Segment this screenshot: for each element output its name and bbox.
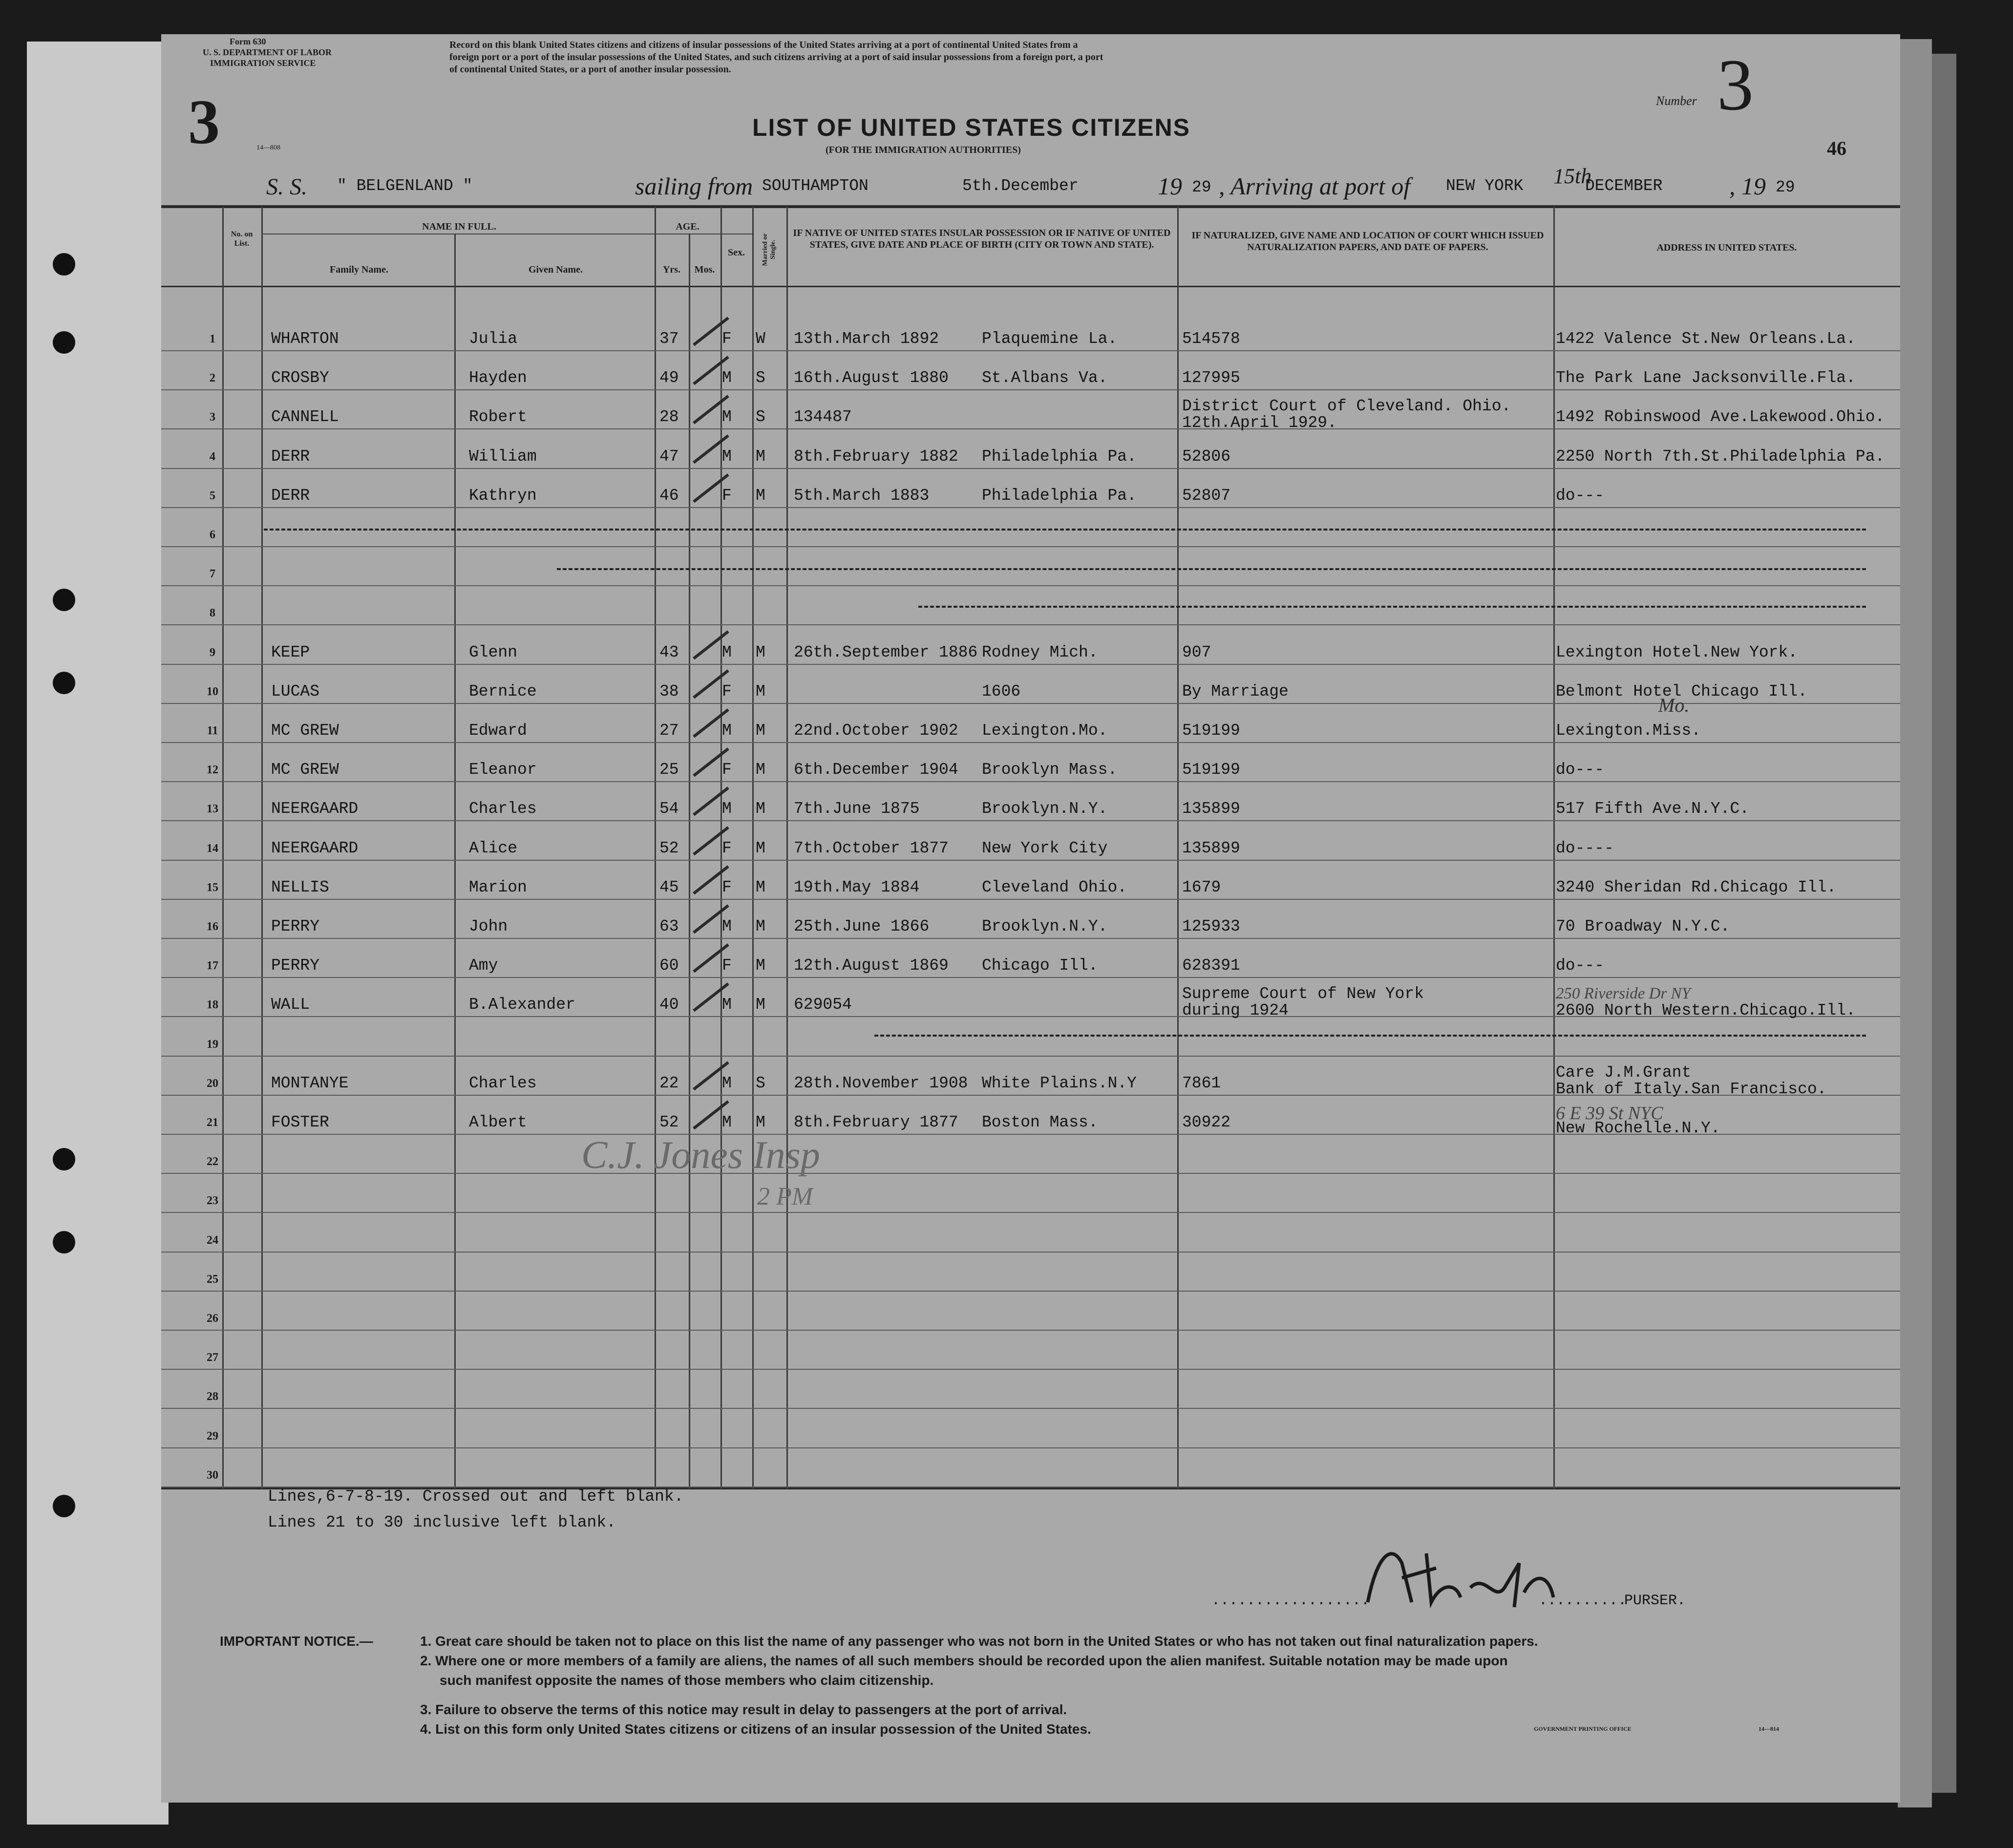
row-number: 6	[210, 529, 215, 541]
number-label: Number	[1656, 94, 1697, 108]
birth-place: Philadelphia Pa.	[982, 447, 1137, 466]
row-number: 27	[207, 1351, 218, 1364]
naturalization: 30922	[1182, 1113, 1231, 1131]
age-years: 28	[659, 408, 679, 426]
birth-date: 8th.February 1877	[794, 1113, 958, 1131]
row-number: 20	[207, 1077, 218, 1090]
birth-date: 12th.August 1869	[794, 956, 949, 975]
marital-status: M	[756, 956, 765, 975]
binder-hole	[53, 253, 75, 276]
naturalization: 907	[1182, 643, 1211, 661]
family-name: MC GREW	[271, 761, 339, 779]
row-number: 24	[207, 1233, 218, 1247]
naturalization: 514578	[1182, 330, 1240, 348]
family-name: MONTANYE	[271, 1074, 349, 1092]
marital-status: M	[756, 839, 765, 857]
given-name: Eleanor	[469, 761, 537, 779]
family-name: KEEP	[271, 643, 310, 661]
row-number: 10	[207, 685, 218, 698]
sail-date: 5th.December	[962, 177, 1079, 195]
col-header-mos: Mos.	[694, 264, 715, 275]
sheet-number: 3	[1717, 44, 1754, 126]
sex: F	[722, 330, 732, 348]
birth-date: 25th.June 1866	[794, 917, 930, 935]
age-years: 25	[659, 761, 679, 779]
address: do---	[1556, 486, 1605, 505]
family-name: PERRY	[271, 956, 320, 975]
naturalization: 519199	[1182, 722, 1240, 740]
address: 1492 Robinswood Ave.Lakewood.Ohio.	[1556, 408, 1885, 426]
birth-date: 629054	[794, 996, 852, 1014]
row-number: 26	[207, 1312, 218, 1325]
page-edge	[1932, 54, 1956, 1793]
row-rule	[161, 1252, 1900, 1253]
birth-date: 16th.August 1880	[794, 369, 949, 387]
sex: M	[722, 996, 732, 1014]
row-rule	[161, 1369, 1900, 1370]
row-rule	[161, 428, 1900, 429]
col-header-given: Given Name.	[528, 264, 583, 275]
page-subtitle: (FOR THE IMMIGRATION AUTHORITIES)	[826, 145, 1021, 155]
marital-status: M	[756, 1113, 765, 1131]
age-years: 27	[659, 722, 679, 740]
age-years: 46	[659, 486, 679, 505]
age-years: 43	[659, 643, 679, 661]
naturalization: 7861	[1182, 1074, 1221, 1092]
col-header-sex: Sex.	[728, 247, 745, 258]
col-divider	[655, 207, 656, 1489]
marital-status: M	[756, 722, 765, 740]
row-rule	[161, 350, 1900, 351]
binder-hole	[53, 1148, 75, 1170]
row-number: 14	[207, 842, 218, 855]
row-rule	[161, 1173, 1900, 1174]
address: 2250 North 7th.St.Philadelphia Pa.	[1556, 447, 1885, 466]
arriving-label: , Arriving at port of	[1219, 172, 1411, 200]
notice-item: 2. Where one or more members of a family are aliens, the names of all such members should be recorded upon the alien manifest. Suitable notation may be made upon	[420, 1653, 1508, 1668]
family-name: DERR	[271, 486, 310, 505]
marital-status: M	[756, 447, 765, 466]
sheet-number-left: 3	[188, 87, 220, 157]
age-years: 40	[659, 996, 679, 1014]
page-edge	[1898, 39, 1932, 1807]
arrival-month: DECEMBER	[1585, 177, 1663, 195]
purser-dots: ..................	[1211, 1593, 1370, 1609]
inspector-signature: C.J. Jones Insp	[581, 1134, 820, 1177]
row-rule	[161, 977, 1900, 978]
row-number: 22	[207, 1155, 218, 1168]
row-rule	[161, 703, 1900, 704]
birth-date: 26th.September 1886	[794, 643, 978, 661]
row-rule	[161, 546, 1900, 547]
marital-status: W	[756, 330, 765, 348]
row-rule	[161, 664, 1900, 665]
binder-hole	[53, 1495, 75, 1517]
row-number: 3	[210, 411, 215, 424]
notice-item: such manifest opposite the names of those members who claim citizenship.	[440, 1673, 934, 1688]
birth-date: 13th.March 1892	[794, 330, 939, 348]
footer-note: Lines 21 to 30 inclusive left blank.	[268, 1513, 616, 1531]
row-number: 7	[210, 568, 215, 581]
notice-item: 3. Failure to observe the terms of this notice may result in delay to passengers at the port of arrival.	[420, 1702, 1067, 1717]
crossout-line	[264, 529, 1866, 531]
address: 517 Fifth Ave.N.Y.C.	[1556, 800, 1750, 818]
naturalization: 1679	[1182, 878, 1221, 896]
marital-status: M	[756, 643, 765, 661]
family-name: CROSBY	[271, 369, 329, 387]
marital-status: S	[756, 408, 765, 426]
address: Lexington.Miss.	[1556, 722, 1701, 740]
row-number: 8	[210, 607, 215, 620]
address: Lexington Hotel.New York.	[1556, 643, 1798, 661]
binder-hole	[53, 672, 75, 694]
form-number: Form 630	[230, 37, 266, 46]
notice-heading: IMPORTANT NOTICE.—	[220, 1634, 373, 1649]
department: U. S. DEPARTMENT OF LABOR	[203, 47, 332, 57]
binder-hole	[53, 589, 75, 611]
birth-place: Brooklyn.N.Y.	[982, 917, 1108, 935]
ship-name: " BELGENLAND "	[337, 177, 473, 195]
naturalization: 628391	[1182, 956, 1240, 975]
marital-status: M	[756, 486, 765, 505]
family-name: WALL	[271, 996, 310, 1014]
col-divider	[222, 207, 224, 1489]
purser-label: PURSER.	[1624, 1593, 1686, 1609]
row-number: 30	[207, 1468, 218, 1482]
given-name: Julia	[469, 330, 518, 348]
row-rule	[161, 624, 1900, 625]
age-years: 60	[659, 956, 679, 975]
age-years: 54	[659, 800, 679, 818]
row-rule	[161, 585, 1900, 586]
row-rule	[161, 781, 1900, 782]
birth-place: 1606	[982, 682, 1021, 701]
col-divider	[689, 234, 690, 1489]
address: do----	[1556, 839, 1614, 857]
given-name: William	[469, 447, 537, 466]
sex: F	[722, 761, 732, 779]
naturalization-detail: 12th.April 1929.	[1182, 414, 1337, 432]
naturalization: 52807	[1182, 486, 1231, 505]
row-rule	[161, 1212, 1900, 1213]
naturalization-detail: during 1924	[1182, 1001, 1289, 1020]
row-number: 9	[210, 646, 215, 659]
birth-place: White Plains.N.Y	[982, 1074, 1137, 1092]
marital-status: M	[756, 761, 765, 779]
birth-place: Philadelphia Pa.	[982, 486, 1137, 505]
table-top-border	[161, 205, 1900, 208]
given-name: Robert	[469, 408, 527, 426]
sex: M	[722, 722, 732, 740]
given-name: Hayden	[469, 369, 527, 387]
binder-hole	[53, 1231, 75, 1253]
printer-credit: GOVERNMENT PRINTING OFFICE	[1534, 1725, 1632, 1732]
row-number: 28	[207, 1390, 218, 1403]
given-name: John	[469, 917, 508, 935]
printer-code: 14—814	[1759, 1725, 1779, 1732]
given-name: B.Alexander	[469, 996, 575, 1014]
naturalization: By Marriage	[1182, 682, 1289, 701]
row-rule	[161, 1447, 1900, 1448]
address: Belmont Hotel Chicago Ill.	[1556, 682, 1807, 701]
birth-place: Brooklyn.N.Y.	[982, 800, 1108, 818]
birth-date: 19th.May 1884	[794, 878, 920, 896]
ss-label: S. S.	[266, 174, 307, 200]
service: IMMIGRATION SERVICE	[210, 58, 316, 68]
naturalization: 127995	[1182, 369, 1240, 387]
birth-place: Brooklyn Mass.	[982, 761, 1118, 779]
binder-hole	[53, 331, 75, 354]
family-name: NEERGAARD	[271, 800, 359, 818]
address: The Park Lane Jacksonville.Fla.	[1556, 369, 1856, 387]
crossout-line	[557, 568, 1866, 570]
instructions: Record on this blank United States citizens and citizens of insular possessions of the United States arriving at a port of continental United States from a foreign port or a port of the insular possessions of the United States, and such citizens arriving at a port of said insular possessions from a foreign port, a port of continental United States, or a port of another insular possession.	[449, 40, 1103, 75]
row-number: 23	[207, 1194, 218, 1208]
birth-date: 134487	[794, 408, 852, 426]
sex: F	[722, 486, 732, 505]
sex: M	[722, 917, 732, 935]
sex: F	[722, 956, 732, 975]
marital-status: M	[756, 996, 765, 1014]
birth-place: New York City	[982, 839, 1108, 857]
family-name: WHARTON	[271, 330, 339, 348]
row-rule	[161, 899, 1900, 900]
birth-date: 7th.June 1875	[794, 800, 920, 818]
birth-place: Plaquemine La.	[982, 330, 1118, 348]
row-number: 15	[207, 881, 218, 894]
col-header-married: Married or Single.	[762, 233, 777, 266]
family-name: MC GREW	[271, 722, 339, 740]
row-number: 19	[207, 1038, 218, 1051]
arrival-port: NEW YORK	[1446, 177, 1524, 195]
marital-status: M	[756, 878, 765, 896]
col-divider	[261, 207, 263, 1489]
address: do---	[1556, 956, 1605, 975]
row-number: 5	[210, 489, 215, 502]
marital-status: M	[756, 800, 765, 818]
backing-paper	[27, 42, 169, 1825]
birth-date: 22nd.October 1902	[794, 722, 958, 740]
birth-place: Chicago Ill.	[982, 956, 1098, 975]
marital-status: S	[756, 369, 765, 387]
family-name: LUCAS	[271, 682, 320, 701]
purser-dots: ..........	[1539, 1593, 1627, 1609]
marital-status: S	[756, 1074, 765, 1092]
sex: M	[722, 447, 732, 466]
crossout-line	[874, 1035, 1866, 1037]
age-years: 52	[659, 839, 679, 857]
page-title: LIST OF UNITED STATES CITIZENS	[752, 114, 1191, 141]
sex: M	[722, 800, 732, 818]
col-header-name: NAME IN FULL.	[422, 221, 496, 232]
birth-date: 28th.November 1908	[794, 1074, 968, 1092]
family-name: PERRY	[271, 917, 320, 935]
age-years: 45	[659, 878, 679, 896]
row-number: 12	[207, 764, 218, 777]
arrival-year-prefix: , 19	[1729, 172, 1766, 200]
age-years: 47	[659, 447, 679, 466]
address: 1422 Valence St.New Orleans.La.	[1556, 330, 1856, 348]
year-prefix: 19	[1158, 172, 1182, 200]
birth-date: 5th.March 1883	[794, 486, 930, 505]
row-rule	[161, 742, 1900, 743]
col-header-no: No. on List.	[231, 230, 253, 248]
col-divider	[752, 207, 754, 1489]
sex: F	[722, 839, 732, 857]
naturalization: 135899	[1182, 839, 1240, 857]
birth-date: 8th.February 1882	[794, 447, 958, 466]
row-rule	[161, 938, 1900, 939]
birth-place: St.Albans Va.	[982, 369, 1108, 387]
col-header-family: Family Name.	[330, 264, 388, 275]
row-number: 16	[207, 920, 218, 933]
age-years: 37	[659, 330, 679, 348]
arrival-day: 15th	[1553, 164, 1592, 188]
row-rule	[161, 1408, 1900, 1409]
address: Care J.M.Grant	[1556, 1063, 1692, 1082]
given-name: Charles	[469, 800, 537, 818]
footer-note: Lines,6-7-8-19. Crossed out and left blank.	[268, 1487, 684, 1506]
birth-date: 7th.October 1877	[794, 839, 949, 857]
col-header-native: IF NATIVE OF UNITED STATES INSULAR POSSESSION OR IF NATIVE OF UNITED STATES, GIVE DATE AND PLACE OF BIRTH (CITY OR TOWN AND STATE).	[793, 228, 1171, 250]
family-name: FOSTER	[271, 1113, 329, 1131]
row-number: 13	[207, 803, 218, 816]
address: do---	[1556, 761, 1605, 779]
given-name: Amy	[469, 956, 498, 975]
address-detail: 2600 North Western.Chicago.Ill.	[1556, 1001, 1856, 1020]
col-header-yrs: Yrs.	[662, 264, 681, 275]
row-number: 2	[210, 372, 215, 385]
sex: M	[722, 408, 732, 426]
purser-signature	[1358, 1534, 1563, 1612]
row-rule	[161, 1291, 1900, 1292]
age-years: 52	[659, 1113, 679, 1131]
row-number: 4	[210, 450, 215, 463]
given-name: Charles	[469, 1074, 537, 1092]
header-bottom-border	[161, 286, 1900, 287]
sex: M	[722, 643, 732, 661]
family-name: DERR	[271, 447, 310, 466]
naturalization: 135899	[1182, 800, 1240, 818]
marital-status: M	[756, 682, 765, 701]
row-rule	[161, 507, 1900, 508]
row-rule	[161, 860, 1900, 861]
family-name: NELLIS	[271, 878, 329, 896]
sailing-label: sailing from	[635, 172, 753, 200]
given-name: Glenn	[469, 643, 518, 661]
sex: M	[722, 369, 732, 387]
birth-date: 6th.December 1904	[794, 761, 958, 779]
birth-place: Cleveland Ohio.	[982, 878, 1127, 896]
row-number: 25	[207, 1273, 218, 1286]
page-ref: 46	[1827, 137, 1846, 159]
row-number: 18	[207, 998, 218, 1012]
handwritten-note: Mo.	[1658, 694, 1690, 716]
given-name: Kathryn	[469, 486, 537, 505]
birth-place: Rodney Mich.	[982, 643, 1098, 661]
sail-year: 29	[1192, 178, 1211, 196]
birth-place: Boston Mass.	[982, 1113, 1098, 1131]
row-number: 29	[207, 1429, 218, 1443]
naturalization: 52806	[1182, 447, 1231, 466]
row-number: 17	[207, 959, 218, 973]
address-detail: Bank of Italy.San Francisco.	[1556, 1080, 1827, 1098]
col-divider	[786, 207, 788, 1489]
col-divider	[1553, 207, 1555, 1489]
given-name: Alice	[469, 839, 518, 857]
sex: M	[722, 1074, 732, 1092]
address: 6 E 39 St NYC	[1556, 1103, 1663, 1124]
row-number: 11	[207, 724, 218, 737]
col-header-address: ADDRESS IN UNITED STATES.	[1656, 242, 1797, 253]
row-number: 21	[207, 1116, 218, 1129]
age-years: 63	[659, 917, 679, 935]
row-rule	[161, 820, 1900, 821]
address-detail: New Rochelle.N.Y.	[1556, 1119, 1720, 1137]
sex: M	[722, 1113, 732, 1131]
row-rule	[161, 1330, 1900, 1331]
age-years: 38	[659, 682, 679, 701]
notice-item: 1. Great care should be taken not to place on this list the name of any passenger who was not born in the United States or who has not taken out final naturalization papers.	[420, 1634, 1538, 1649]
marital-status: M	[756, 917, 765, 935]
arrival-year: 29	[1776, 178, 1795, 196]
family-name: CANNELL	[271, 408, 339, 426]
age-years: 22	[659, 1074, 679, 1092]
given-name: Bernice	[469, 682, 537, 701]
from-port: SOUTHAMPTON	[762, 177, 869, 195]
notice-item: 4. List on this form only United States citizens or citizens of an insular possession of the United States.	[420, 1721, 1091, 1737]
col-divider	[1177, 207, 1179, 1489]
col-header-naturalized: IF NATURALIZED, GIVE NAME AND LOCATION OF COURT WHICH ISSUED NATURALIZATION PAPERS, AND DATE OF PAPERS.	[1191, 230, 1544, 253]
birth-place: Lexington.Mo.	[982, 722, 1108, 740]
family-name: NEERGAARD	[271, 839, 359, 857]
row-rule	[161, 468, 1900, 469]
sex: F	[722, 878, 732, 896]
given-name: Edward	[469, 722, 527, 740]
age-years: 49	[659, 369, 679, 387]
naturalization: 125933	[1182, 917, 1240, 935]
crossout-line	[918, 606, 1866, 608]
address: 3240 Sheridan Rd.Chicago Ill.	[1556, 878, 1837, 896]
naturalization: Supreme Court of New York	[1182, 985, 1424, 1003]
address: 250 Riverside Dr NY	[1556, 985, 1691, 1003]
row-number: 1	[210, 333, 215, 345]
naturalization: 519199	[1182, 761, 1240, 779]
row-rule	[161, 1056, 1900, 1057]
col-header-age: AGE.	[676, 221, 699, 232]
given-name: Albert	[469, 1113, 527, 1131]
address: 70 Broadway N.Y.C.	[1556, 917, 1730, 935]
handwritten-time: 2 PM	[757, 1183, 813, 1211]
given-name: Marion	[469, 878, 527, 896]
naturalization: District Court of Cleveland. Ohio.	[1182, 397, 1511, 416]
row-rule	[161, 389, 1900, 390]
sex: F	[722, 682, 732, 701]
col-divider	[454, 234, 456, 1489]
form-code: 14—808	[256, 144, 280, 151]
